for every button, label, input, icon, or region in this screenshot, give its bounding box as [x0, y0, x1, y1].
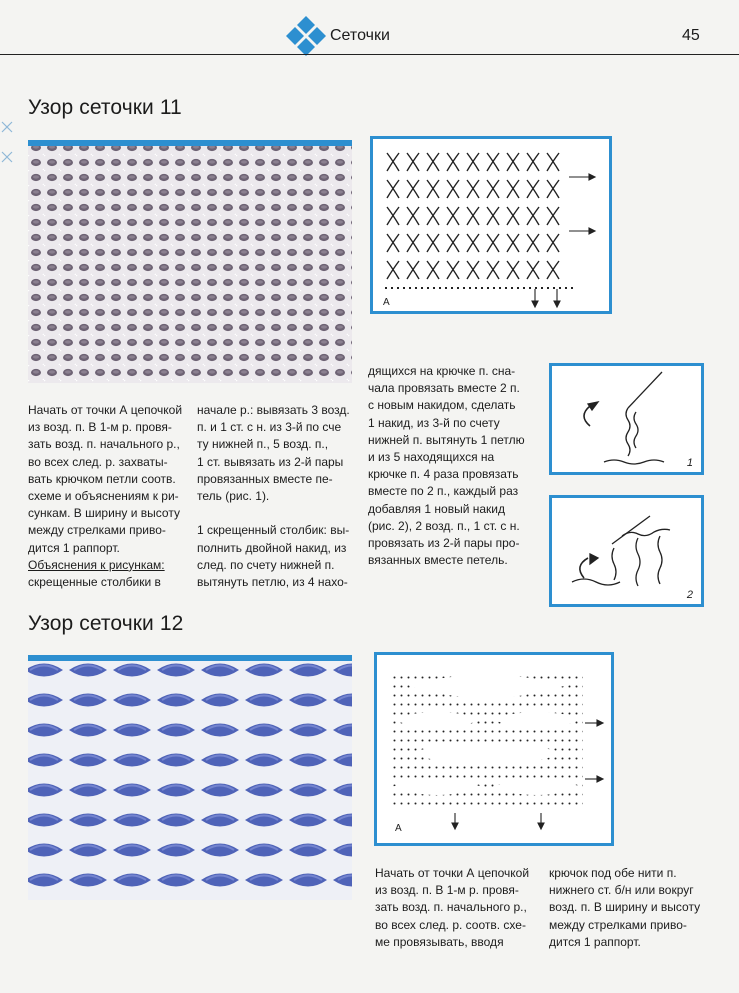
lace-photo-pattern-11 [28, 140, 352, 383]
text-line: зать возд. п. начального р., [28, 437, 180, 452]
text-line: возд. п. В ширину и высоту [549, 900, 701, 915]
text-line: между стрелками приво- [28, 523, 166, 538]
explanations-heading: Объяснения к рисункам: [28, 557, 165, 572]
text-line: ту нижней п., 5 возд. п., [197, 437, 329, 452]
text-line: из возд. п. В 1-м р. провя- [28, 420, 172, 435]
lace-photo-pattern-12 [28, 655, 352, 900]
text-line: (рис. 2), 2 возд. п., 1 ст. с н. [368, 518, 520, 533]
pattern-11-text-col3 [368, 363, 525, 569]
text-line: дится 1 раппорт. [28, 540, 120, 555]
header-rule [0, 54, 739, 55]
text-line: добавляя 1 новый накид [368, 501, 505, 516]
figure-2-label: 2 [686, 589, 693, 601]
text-line: п. и 1 ст. с н. из 3-й по сче [197, 420, 342, 435]
text-line: провязать из 2-й пары про- [368, 536, 520, 551]
text-line: нижней п. вытянуть 1 петлю [368, 432, 525, 447]
text-line: вязанных вместе петель. [368, 553, 508, 568]
chart-11-point-label: A [383, 297, 390, 308]
text-line: провязанных вместе пе- [197, 471, 333, 486]
text-line: 1 скрещенный столбик: вы- [197, 523, 350, 538]
text-line: сункам. В ширину и высоту [28, 506, 180, 521]
figure-2-diagram [549, 495, 704, 607]
stitch-chart-pattern-12 [374, 652, 614, 846]
figure-1-diagram [549, 363, 704, 475]
text-line: Начать от точки А цепочкой [375, 866, 530, 880]
text-line: нижнего ст. б/н или вокруг [549, 883, 694, 898]
page-header-title: Сеточки [330, 27, 390, 44]
text-line: начале р.: вывязать 3 возд. [197, 403, 350, 417]
text-line: ме провязывать, вводя [375, 934, 504, 949]
text-line: во всех след. р. захваты- [28, 454, 168, 469]
text-line: 1 ст. вывязать из 2-й пары [197, 454, 344, 469]
text-line: скрещенные столбики в [28, 575, 161, 590]
text-line: полнить двойной накид, из [197, 540, 347, 555]
text-line: чала провязать вместе 2 п. [368, 381, 520, 396]
text-line: след. по счету нижней п. [197, 557, 335, 572]
stitch-chart-pattern-11 [370, 136, 612, 314]
text-line: тель (рис. 1). [197, 489, 270, 504]
text-line: вать крючком петли соотв. [28, 471, 176, 486]
text-line: крючке п. 4 раза провязать [368, 467, 519, 482]
figure-1-label: 1 [686, 457, 693, 469]
text-line: с новым накидом, сделать [368, 398, 516, 413]
pattern-11-text-col2 [197, 402, 350, 591]
page-number: 45 [682, 27, 700, 44]
text-line: вместе по 2 п., каждый раз [368, 484, 519, 499]
section-title-pattern-12: Узор сеточки 12 [28, 612, 184, 635]
text-line: зать возд. п. начального р., [375, 900, 527, 915]
section-title-pattern-11: Узор сеточки 11 [28, 96, 182, 119]
margin-ornament [0, 108, 16, 178]
pattern-11-text-col1 [28, 402, 182, 591]
chart-12-point-label: A [395, 823, 402, 834]
text-line: 1 накид, из 3-й по счету [368, 415, 500, 430]
text-line: во всех след. р. соотв. схе- [375, 917, 526, 932]
pattern-12-text-col1 [375, 865, 529, 951]
text-line: дящихся на крючке п. сна- [368, 364, 516, 378]
text-line: схеме и объяснениям к ри- [28, 489, 179, 504]
text-line: и из 5 находящихся на [368, 450, 495, 465]
text-line: из возд. п. В 1-м р. провя- [375, 883, 519, 898]
text-line: между стрелками приво- [549, 917, 687, 932]
text-line: вытянуть петлю, из 4 нахо- [197, 575, 348, 590]
diamond-tiles-icon [284, 14, 328, 58]
text-line: Начать от точки А цепочкой [28, 403, 183, 417]
pattern-12-text-col2 [549, 865, 700, 951]
text-line: дится 1 раппорт. [549, 934, 641, 949]
text-line: крючок под обе нити п. [549, 866, 677, 880]
